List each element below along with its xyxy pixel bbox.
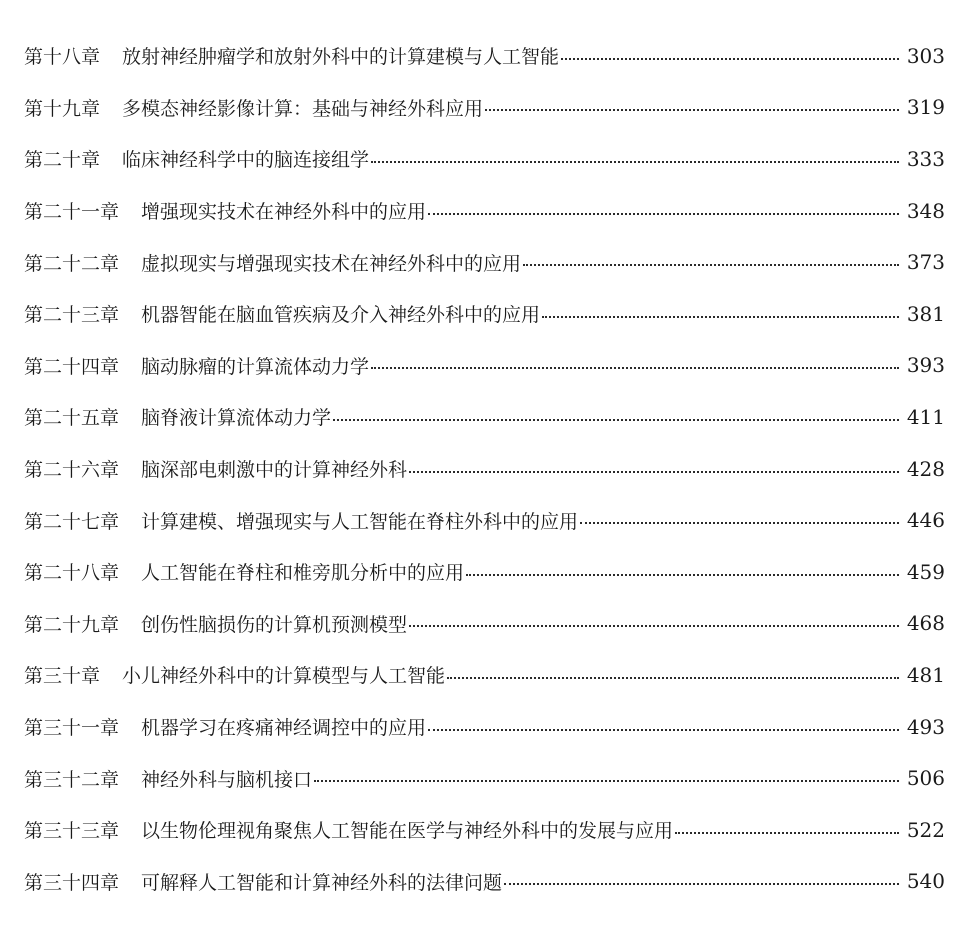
dot-leader (466, 574, 899, 576)
chapter-title: 机器学习在疼痛神经调控中的应用 (141, 717, 427, 740)
toc-entry[interactable] (24, 133, 945, 185)
page-number: 540 (906, 869, 945, 894)
chapter-title: 脑深部电刺激中的计算神经外科 (141, 459, 408, 482)
page-number: 506 (906, 766, 945, 791)
chapter-number: 第二十五章 (24, 407, 120, 430)
page-number: 393 (906, 353, 945, 378)
chapter-number: 第二十三章 (24, 304, 120, 327)
chapter-number: 第二十章 (24, 149, 101, 172)
chapter-number: 第三十一章 (24, 717, 120, 740)
chapter-title: 多模态神经影像计算：基础与神经外科应用 (122, 97, 484, 120)
chapter-number: 第十九章 (24, 97, 101, 120)
dot-leader (428, 729, 899, 731)
chapter-title: 脑脊液计算流体动力学 (141, 407, 332, 430)
toc-entry[interactable] (24, 649, 945, 701)
chapter-title: 神经外科与脑机接口 (141, 768, 313, 791)
dot-leader (504, 883, 899, 885)
page-number: 459 (906, 559, 945, 584)
chapter-title: 小儿神经外科中的计算模型与人工智能 (122, 665, 446, 688)
dot-leader (409, 625, 899, 627)
page-number: 303 (906, 43, 945, 68)
chapter-title: 机器智能在脑血管疾病及介入神经外科中的应用 (141, 304, 541, 327)
toc-entry[interactable] (24, 391, 945, 443)
chapter-number: 第三十四章 (24, 871, 120, 894)
dot-leader (428, 213, 899, 215)
dot-leader (485, 109, 899, 111)
page-number: 446 (906, 508, 945, 533)
chapter-title: 计算建模、增强现实与人工智能在脊柱外科中的应用 (141, 510, 579, 533)
dot-leader (314, 780, 899, 782)
toc-entry[interactable] (24, 546, 945, 598)
dot-leader (561, 58, 899, 60)
page-number: 522 (906, 817, 945, 842)
page-number: 411 (906, 404, 945, 429)
chapter-number: 第二十六章 (24, 459, 120, 482)
page-number: 481 (906, 662, 945, 687)
dot-leader (409, 471, 899, 473)
dot-leader (523, 264, 899, 266)
toc-entry[interactable] (24, 598, 945, 650)
chapter-number: 第二十一章 (24, 201, 120, 224)
toc-entry[interactable] (24, 82, 945, 134)
page-number: 468 (906, 611, 945, 636)
page-number: 493 (906, 714, 945, 739)
chapter-number: 第二十八章 (24, 562, 120, 585)
dot-leader (371, 367, 899, 369)
chapter-number: 第三十章 (24, 665, 101, 688)
toc-entry[interactable] (24, 856, 945, 908)
toc-entry[interactable] (24, 340, 945, 392)
page-number: 319 (906, 95, 945, 120)
toc-entry[interactable] (24, 752, 945, 804)
dot-leader (542, 316, 899, 318)
toc-entry[interactable] (24, 30, 945, 82)
dot-leader (580, 522, 899, 524)
chapter-number: 第二十四章 (24, 355, 120, 378)
dot-leader (675, 832, 899, 834)
toc-entry[interactable] (24, 288, 945, 340)
chapter-title: 临床神经科学中的脑连接组学 (122, 149, 370, 172)
chapter-number: 第二十七章 (24, 510, 120, 533)
toc-entry[interactable] (24, 443, 945, 495)
chapter-title: 可解释人工智能和计算神经外科的法律问题 (141, 871, 503, 894)
chapter-number: 第二十九章 (24, 613, 120, 636)
page-number: 348 (906, 198, 945, 223)
dot-leader (447, 677, 899, 679)
chapter-title: 放射神经肿瘤学和放射外科中的计算建模与人工智能 (122, 46, 560, 69)
table-of-contents (24, 30, 945, 907)
chapter-title: 创伤性脑损伤的计算机预测模型 (141, 613, 408, 636)
page-number: 381 (906, 301, 945, 326)
chapter-number: 第三十二章 (24, 768, 120, 791)
dot-leader (371, 161, 899, 163)
toc-entry[interactable] (24, 236, 945, 288)
chapter-number: 第二十二章 (24, 252, 120, 275)
toc-entry[interactable] (24, 185, 945, 237)
chapter-number: 第十八章 (24, 46, 101, 69)
page-number: 333 (906, 146, 945, 171)
chapter-title: 以生物伦理视角聚焦人工智能在医学与神经外科中的发展与应用 (141, 820, 674, 843)
page-number: 428 (906, 456, 945, 481)
toc-entry[interactable] (24, 701, 945, 753)
chapter-title: 人工智能在脊柱和椎旁肌分析中的应用 (141, 562, 465, 585)
chapter-title: 增强现实技术在神经外科中的应用 (141, 201, 427, 224)
chapter-title: 脑动脉瘤的计算流体动力学 (141, 355, 370, 378)
toc-entry[interactable] (24, 494, 945, 546)
chapter-number: 第三十三章 (24, 820, 120, 843)
page-number: 373 (906, 250, 945, 275)
chapter-title: 虚拟现实与增强现实技术在神经外科中的应用 (141, 252, 522, 275)
dot-leader (333, 419, 899, 421)
toc-entry[interactable] (24, 804, 945, 856)
